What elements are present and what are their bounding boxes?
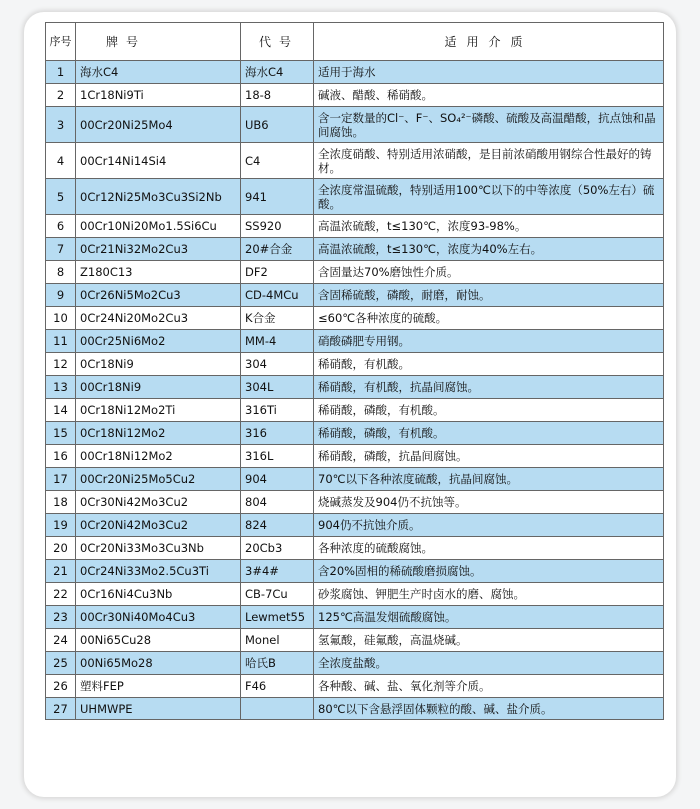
row-media: 碱液、醋酸、稀硝酸。	[314, 84, 664, 107]
header-grade: 牌号	[76, 23, 241, 61]
row-media: 硝酸磷肥专用钢。	[314, 330, 664, 353]
row-number: 18	[46, 491, 76, 514]
row-grade: 00Cr10Ni20Mo1.5Si6Cu	[76, 215, 241, 238]
row-grade: Z180C13	[76, 261, 241, 284]
table-row	[46, 422, 664, 445]
row-grade: 00Cr25Ni6Mo2	[76, 330, 241, 353]
table-row	[46, 284, 664, 307]
row-media: 70℃以下各种浓度硫酸，抗晶间腐蚀。	[314, 468, 664, 491]
row-media: 80℃以下含悬浮固体颗粒的酸、碱、盐介质。	[314, 698, 664, 720]
table-row	[46, 238, 664, 261]
row-code: 304L	[241, 376, 314, 399]
row-media: 904仍不抗蚀介质。	[314, 514, 664, 537]
row-code: MM-4	[241, 330, 314, 353]
row-code: 804	[241, 491, 314, 514]
row-number: 22	[46, 583, 76, 606]
row-code: 20#合金	[241, 238, 314, 261]
row-media: 氢氟酸，硅氟酸，高温烧碱。	[314, 629, 664, 652]
row-media: 适用于海水	[314, 61, 664, 84]
row-number: 7	[46, 238, 76, 261]
row-number: 26	[46, 675, 76, 698]
table-row	[46, 179, 664, 215]
row-number: 12	[46, 353, 76, 376]
table-row	[46, 61, 664, 84]
row-grade: 00Cr30Ni40Mo4Cu3	[76, 606, 241, 629]
table-row	[46, 560, 664, 583]
row-number: 13	[46, 376, 76, 399]
row-grade: 1Cr18Ni9Ti	[76, 84, 241, 107]
row-media: 全浓度常温硫酸，特别适用100℃以下的中等浓度（50%左右）硫酸。	[314, 179, 664, 215]
row-number: 19	[46, 514, 76, 537]
row-code: F46	[241, 675, 314, 698]
row-media: ≤60℃各种浓度的硫酸。	[314, 307, 664, 330]
materials-table	[45, 22, 664, 720]
row-number: 17	[46, 468, 76, 491]
table-header-row	[46, 23, 664, 61]
table-row	[46, 84, 664, 107]
row-grade: 00Cr20Ni25Mo4	[76, 107, 241, 143]
row-code: 316L	[241, 445, 314, 468]
table-row	[46, 399, 664, 422]
row-media: 高温浓硫酸，t≤130℃，浓度为40%左右。	[314, 238, 664, 261]
row-code: K合金	[241, 307, 314, 330]
row-grade: UHMWPE	[76, 698, 241, 720]
row-number: 20	[46, 537, 76, 560]
table-row	[46, 107, 664, 143]
table-row	[46, 261, 664, 284]
row-code: 904	[241, 468, 314, 491]
row-grade: 0Cr18Ni9	[76, 353, 241, 376]
table-row	[46, 629, 664, 652]
row-number: 14	[46, 399, 76, 422]
row-grade: 塑料FEP	[76, 675, 241, 698]
row-grade: 00Cr20Ni25Mo5Cu2	[76, 468, 241, 491]
row-grade: 0Cr30Ni42Mo3Cu2	[76, 491, 241, 514]
table-row	[46, 215, 664, 238]
header-seq: 序号	[46, 23, 76, 61]
row-media: 稀硝酸，磷酸，有机酸。	[314, 399, 664, 422]
row-number: 3	[46, 107, 76, 143]
table-row	[46, 353, 664, 376]
row-number: 10	[46, 307, 76, 330]
row-number: 1	[46, 61, 76, 84]
row-code: Lewmet55	[241, 606, 314, 629]
row-media: 含固量达70%磨蚀性介质。	[314, 261, 664, 284]
row-grade: 00Cr18Ni12Mo2	[76, 445, 241, 468]
row-code: UB6	[241, 107, 314, 143]
row-grade: 0Cr20Ni42Mo3Cu2	[76, 514, 241, 537]
row-media: 125℃高温发烟硫酸腐蚀。	[314, 606, 664, 629]
row-media: 含一定数量的Cl⁻、F⁻、SO₄²⁻磷酸、硫酸及高温醋酸，抗点蚀和晶间腐蚀。	[314, 107, 664, 143]
row-number: 9	[46, 284, 76, 307]
row-number: 15	[46, 422, 76, 445]
row-media: 砂浆腐蚀、钾肥生产时卤水的磨、腐蚀。	[314, 583, 664, 606]
row-media: 稀硝酸，磷酸，抗晶间腐蚀。	[314, 445, 664, 468]
row-code: CD-4MCu	[241, 284, 314, 307]
table-row	[46, 376, 664, 399]
row-grade: 00Cr14Ni14Si4	[76, 143, 241, 179]
row-grade: 00Ni65Cu28	[76, 629, 241, 652]
row-media: 各种酸、碱、盐、氧化剂等介质。	[314, 675, 664, 698]
row-media: 稀硝酸，磷酸，有机酸。	[314, 422, 664, 445]
row-code: 20Cb3	[241, 537, 314, 560]
row-number: 8	[46, 261, 76, 284]
row-number: 2	[46, 84, 76, 107]
table-row	[46, 307, 664, 330]
row-code: 316Ti	[241, 399, 314, 422]
header-code: 代号	[241, 23, 314, 61]
row-number: 4	[46, 143, 76, 179]
row-number: 21	[46, 560, 76, 583]
row-code: CB-7Cu	[241, 583, 314, 606]
row-code: C4	[241, 143, 314, 179]
table-row	[46, 652, 664, 675]
row-grade: 0Cr18Ni12Mo2Ti	[76, 399, 241, 422]
row-code: 18-8	[241, 84, 314, 107]
row-code	[241, 698, 314, 720]
row-code: 海水C4	[241, 61, 314, 84]
row-grade: 0Cr20Ni33Mo3Cu3Nb	[76, 537, 241, 560]
row-number: 5	[46, 179, 76, 215]
row-code: Monel	[241, 629, 314, 652]
row-number: 16	[46, 445, 76, 468]
table-row	[46, 468, 664, 491]
table-row	[46, 445, 664, 468]
row-grade: 0Cr24Ni33Mo2.5Cu3Ti	[76, 560, 241, 583]
row-grade: 0Cr24Ni20Mo2Cu3	[76, 307, 241, 330]
row-media: 高温浓硫酸，t≤130℃，浓度93-98%。	[314, 215, 664, 238]
table-row	[46, 675, 664, 698]
row-media: 各种浓度的硫酸腐蚀。	[314, 537, 664, 560]
row-grade: 0Cr21Ni32Mo2Cu3	[76, 238, 241, 261]
row-grade: 0Cr18Ni12Mo2	[76, 422, 241, 445]
row-grade: 0Cr16Ni4Cu3Nb	[76, 583, 241, 606]
header-media: 适用介质	[314, 23, 664, 61]
table-row	[46, 698, 664, 720]
row-number: 6	[46, 215, 76, 238]
row-media: 含20%固相的稀硫酸磨损腐蚀。	[314, 560, 664, 583]
row-media: 稀硝酸，有机酸，抗晶间腐蚀。	[314, 376, 664, 399]
row-code: DF2	[241, 261, 314, 284]
row-code: 941	[241, 179, 314, 215]
row-number: 24	[46, 629, 76, 652]
table-row	[46, 537, 664, 560]
table-row	[46, 606, 664, 629]
row-code: SS920	[241, 215, 314, 238]
row-number: 11	[46, 330, 76, 353]
row-code: 304	[241, 353, 314, 376]
table-row	[46, 491, 664, 514]
row-grade: 海水C4	[76, 61, 241, 84]
row-media: 稀硝酸，有机酸。	[314, 353, 664, 376]
row-number: 23	[46, 606, 76, 629]
table-row	[46, 143, 664, 179]
table-row	[46, 583, 664, 606]
row-media: 全浓度盐酸。	[314, 652, 664, 675]
row-grade: 0Cr12Ni25Mo3Cu3Si2Nb	[76, 179, 241, 215]
row-media: 含固稀硫酸，磷酸，耐磨，耐蚀。	[314, 284, 664, 307]
table-body	[46, 61, 664, 720]
row-number: 25	[46, 652, 76, 675]
table-row	[46, 514, 664, 537]
row-grade: 00Cr18Ni9	[76, 376, 241, 399]
row-code: 824	[241, 514, 314, 537]
row-code: 3#4#	[241, 560, 314, 583]
table-row	[46, 330, 664, 353]
row-media: 全浓度硝酸、特别适用浓硝酸，是目前浓硝酸用钢综合性最好的铸材。	[314, 143, 664, 179]
row-grade: 00Ni65Mo28	[76, 652, 241, 675]
row-number: 27	[46, 698, 76, 720]
row-code: 哈氏B	[241, 652, 314, 675]
row-media: 烧碱蒸发及904仍不抗蚀等。	[314, 491, 664, 514]
row-code: 316	[241, 422, 314, 445]
row-grade: 0Cr26Ni5Mo2Cu3	[76, 284, 241, 307]
